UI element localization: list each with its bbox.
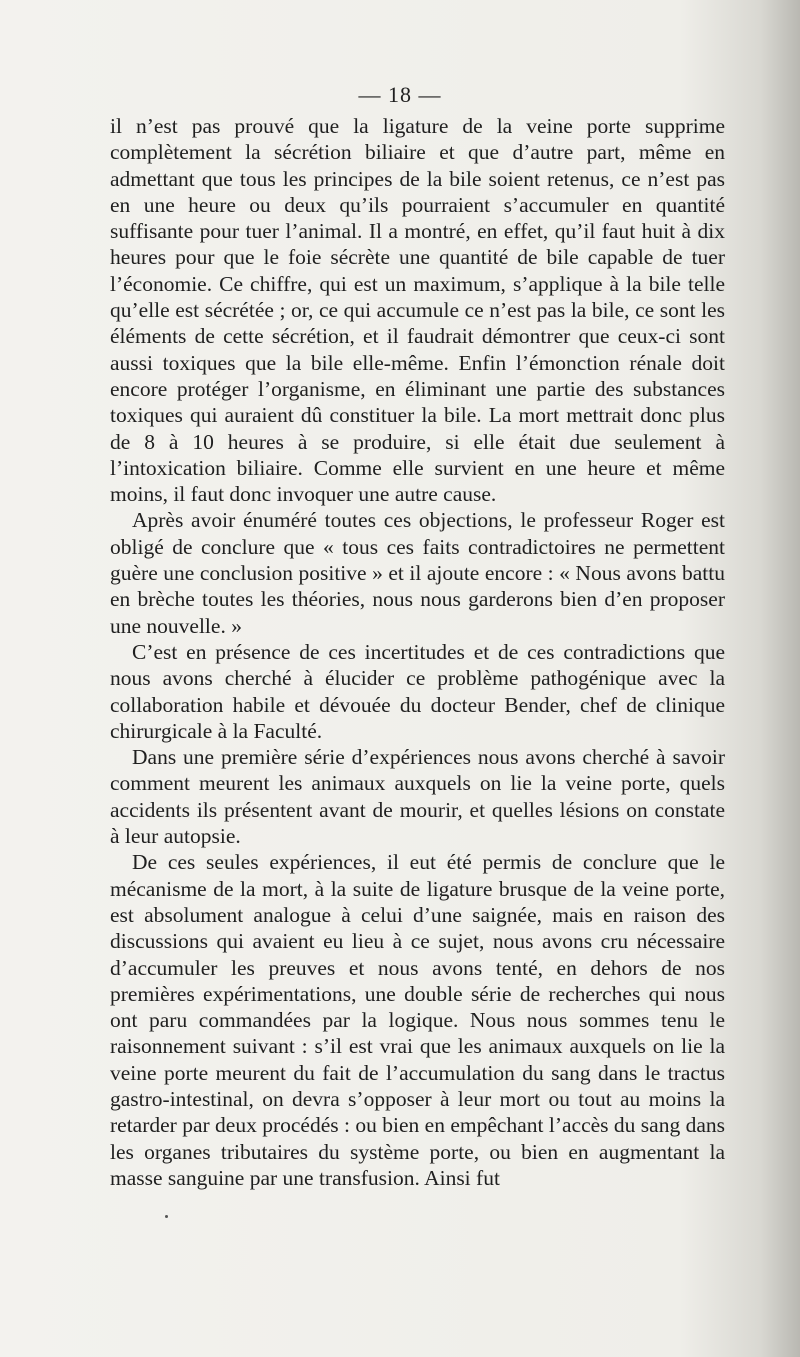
paragraph-5: De ces seules expériences, il eut été permis de conclure que le mécanisme de la mort, à la suite de ligature brusque de la veine porte, est absolument analogue à celui d’une saignée, mais en raison des discussions qui avaient eu lieu à ce sujet, nous avons cru nécessaire d’accumuler les preuves et nous avons tenté, en dehors de nos premières expérimentations, une double série de recherches qui nous ont paru commandées par la logique. Nous nous sommes tenu le raisonnement suivant : s’il est vrai que les animaux auxquels on lie la veine porte meurent du fait de l’accumulation du sang dans le tractus gastro-intestinal, on devra s’opposer à leur mort ou tout au moins la retarder par deux procédés : ou bien en empêchant l’accès du sang dans les organes tributaires du système porte, ou bien en augmentant la masse sanguine par une transfusion. Ainsi fut bbox=[110, 850, 725, 1190]
paragraph-2: Après avoir énuméré toutes ces objections, le professeur Roger est obligé de conclure que « tous ces faits contradictoires ne permettent guère une conclusion positive » et il ajoute encore : « Nous avons battu en brèche toutes les théories, nous nous garderons bien d’en proposer une nouvelle. » bbox=[110, 508, 725, 638]
ink-speck bbox=[165, 1215, 168, 1218]
page-number: — 18 — bbox=[358, 82, 442, 107]
paragraph-4: Dans une première série d’expériences nous avons cherché à savoir comment meurent les animaux auxquels on lie la veine porte, quels accidents ils présentent avant de mourir, et quelles lésions on constate à leur autopsie. bbox=[110, 745, 725, 849]
paragraph-1: il n’est pas prouvé que la ligature de la veine porte supprime complètement la sécrétion biliaire et que d’autre part, même en admettant que tous les principes de la bile soient retenus, ce n’est pas en une heure ou deux qu’ils pourraient s’accumuler en quantité suffisante pour tuer l’animal. Il a montré, en effet, qu’il faut huit à dix heures pour que le foie sécrète une quantité de bile capable de tuer l’économie. Ce chiffre, qui est un maximum, s’applique à la bile telle qu’elle est sécrétée ; or, ce qui accumule ce n’est pas la bile, ce sont les éléments de cette sécrétion, et il faudrait démontrer que ceux-ci sont aussi toxiques que la bile elle-même. Enfin l’émonction rénale doit encore protéger l’organisme, en éliminant une partie des substances toxiques qui auraient dû constituer la bile. La mort mettrait donc plus de 8 à 10 heures à se produire, si elle était due seulement à l’intoxication biliaire. Comme elle survient en une heure et même moins, il faut donc invoquer une autre cause. bbox=[110, 114, 725, 507]
paragraph-3: C’est en présence de ces incertitudes et de ces contradictions que nous avons cherché à élucider ce problème pathogénique avec la collaboration habile et dévouée du docteur Bender, chef de clinique chirurgicale à la Faculté. bbox=[110, 639, 725, 743]
body-text bbox=[110, 113, 725, 1191]
